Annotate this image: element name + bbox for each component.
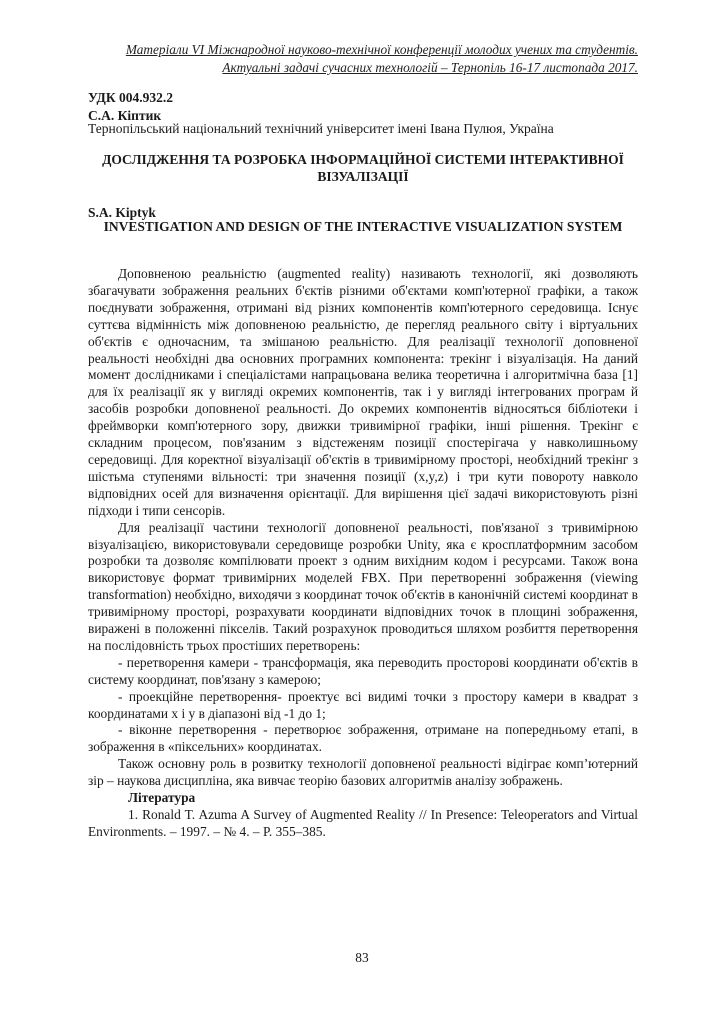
- running-header-line-2: Актуальні задачі сучасних технологій – Тернопіль 16-17 листопада 2017.: [222, 60, 638, 75]
- author-en: S.A. Kiptyk: [88, 205, 156, 220]
- list-item-camera: - перетворення камери - трансформація, яка переводить просторові координати об'єктів в систему координат, пов'язану з камерою;: [88, 654, 638, 687]
- article-body: [88, 266, 638, 841]
- list-item-projection: - проекційне перетворення- проектує всі видимі точки з простору камери в квадрат з координатами x і y в діапазоні від -1 до 1;: [88, 688, 638, 721]
- affiliation: Тернопільський національний технічний університет імені Івана Пулюя, Україна: [88, 121, 554, 136]
- running-header-line-1: Матеріали VI Міжнародної науково-технічної конференції молодих учених та студентів.: [125, 42, 638, 57]
- list-item-viewport: - віконне перетворення - перетворює зображення, отримане на попередньому етапі, в зображення в «піксельних» координатах.: [88, 722, 638, 755]
- reference-1: 1. Ronald T. Azuma A Survey of Augmented Reality // In Presence: Teleoperators and Virtual Environments. – 1997. – № 4. – P. 355–385.: [88, 807, 638, 839]
- paragraph-2: Для реалізації частини технології доповненої реальності, пов'язаної з тривимірною візуалізацією, використовували середовище розробки Unity, яка є кросплатформним засобом розробки та дозволяє компілювати проект з одним вихідним кодом і ресурсами. Також вона використовує формат тривимірних моделей FBX. При перетворенні зображення (viewing transformation) необхідно, виходячи з координат точок об'єктів в канонічній системі координат в тривимірному просторі, розрахувати координати відповідних точок в площині зображення, виражені в положенні пікселів. Такий розрахунок проводиться шляхом розбиття перетворення на послідовність трьох простіших перетворень:: [88, 519, 638, 653]
- references-heading: Література: [128, 790, 196, 806]
- title-en: INVESTIGATION AND DESIGN OF THE INTERACTIVE VISUALIZATION SYSTEM: [103, 219, 623, 234]
- udk-code: УДК 004.932.2: [88, 90, 173, 105]
- page-number: 83: [355, 950, 369, 965]
- paragraph-6: Також основну роль в розвитку технології доповненої реальності відіграє комп’ютерний зір – наукова дисципліна, яка вивчає теорію базових алгоритмів аналізу зображень.: [88, 756, 638, 789]
- paragraph-1: Доповненою реальністю (augmented reality) називають технології, які дозволяють збагачувати зображення реальних б'єктів різними об'єктами комп'ютерної графіки, а також поєднувати зображення, отримані від різних компонентів комп'ютерного середовища. Існує суттєва відмінність між доповненою реальністю, де перегляд реального світу і віртуальних об'єктів є одночасним, та змішаною реальністю. Для реалізації технології доповненої реальності необхідні два основних програмних компонента: трекінг і візуалізація. На даний момент дослідниками і спеціалістами напрацьована велика теоретична і алгоритмічна база [1] для їх реалізації як у вигляді окремих компонентів, так і у вигляді інтегрованих програм й засобів розробки доповненої реальності. До окремих компонентів відносяться бібліотеки і фреймворки комп'ютерного зору, движки тривимірної графіки, інші рішення. Трекінг є складним процесом, пов'язаним з відстеженям позиції спостерігача у навколишньому середовищі. Для коректної візуалізації об'єктів в тривимірному просторі, необхідний трекінг з шістьма ступенями вільності: три значення позиції (x,y,z) і три кути повороту навколо відповідних осей для визначення орієнтації. Для вирішення цієї задачі використовують різні підходи і типи сенсорів.: [88, 266, 638, 518]
- author-ua: С.А. Кіптик: [88, 108, 162, 123]
- title-ua: ДОСЛІДЖЕННЯ ТА РОЗРОБКА ІНФОРМАЦІЙНОЇ СИСТЕМИ ІНТЕРАКТИВНОЇ ВІЗУАЛІЗАЦІЇ: [102, 152, 624, 184]
